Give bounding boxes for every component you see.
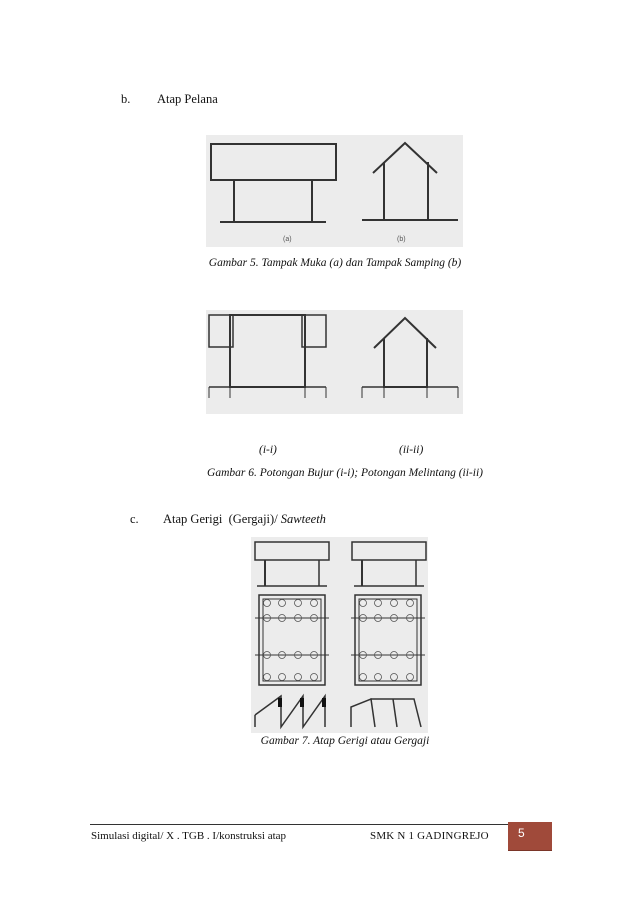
section-i-body bbox=[230, 315, 305, 387]
plan-right bbox=[355, 595, 421, 685]
figure-5-drawing bbox=[206, 135, 463, 247]
figure-5-label-b: (b) bbox=[397, 236, 406, 243]
section-b-title: Atap Pelana bbox=[157, 92, 218, 106]
figure-7-drawing bbox=[251, 537, 428, 733]
footer-left-text: Simulasi digital/ X . TGB . I/konstruksi atap bbox=[91, 830, 287, 842]
figure-6-caption: Gambar 6. Potongan Bujur (i-i); Potongan Melintang (ii-ii) bbox=[207, 467, 483, 479]
section-c-title-italic: Sawteeth bbox=[280, 512, 326, 526]
sawtooth-section-right bbox=[351, 699, 421, 727]
column-markers bbox=[264, 600, 414, 681]
page-number-underline bbox=[508, 850, 552, 851]
figure-6-drawing bbox=[206, 310, 463, 414]
footer-right-text: SMK N 1 GADINGREJO bbox=[370, 830, 489, 842]
front-roof bbox=[211, 144, 336, 180]
figure-6-label-ii: (ii-ii) bbox=[399, 444, 424, 456]
figure-5-caption: Gambar 5. Tampak Muka (a) dan Tampak Samping (b) bbox=[208, 257, 462, 269]
section-ii-wall bbox=[384, 338, 427, 387]
section-c-title-text: Atap Gerigi (Gergaji)/ bbox=[163, 512, 281, 526]
section-c-letter: c. bbox=[130, 512, 139, 526]
figure-6-label-i: (i-i) bbox=[259, 444, 277, 456]
footer-divider bbox=[90, 824, 508, 825]
elevation-right-roof bbox=[352, 542, 426, 560]
front-wall bbox=[234, 180, 312, 222]
section-c-title bbox=[163, 512, 326, 527]
figure-7-image bbox=[251, 537, 428, 733]
plan-left bbox=[259, 595, 325, 685]
elevation-left-roof bbox=[255, 542, 329, 560]
figure-5-label-a: (a) bbox=[283, 236, 292, 243]
figure-6-image bbox=[206, 310, 463, 414]
page-number: 5 bbox=[508, 822, 552, 850]
figure-7-caption: Gambar 7. Atap Gerigi atau Gergaji bbox=[260, 735, 430, 747]
section-b-letter: b. bbox=[121, 92, 131, 106]
sawtooth-section-left bbox=[255, 696, 325, 727]
figure-5-image bbox=[206, 135, 463, 247]
side-wall bbox=[384, 162, 428, 220]
